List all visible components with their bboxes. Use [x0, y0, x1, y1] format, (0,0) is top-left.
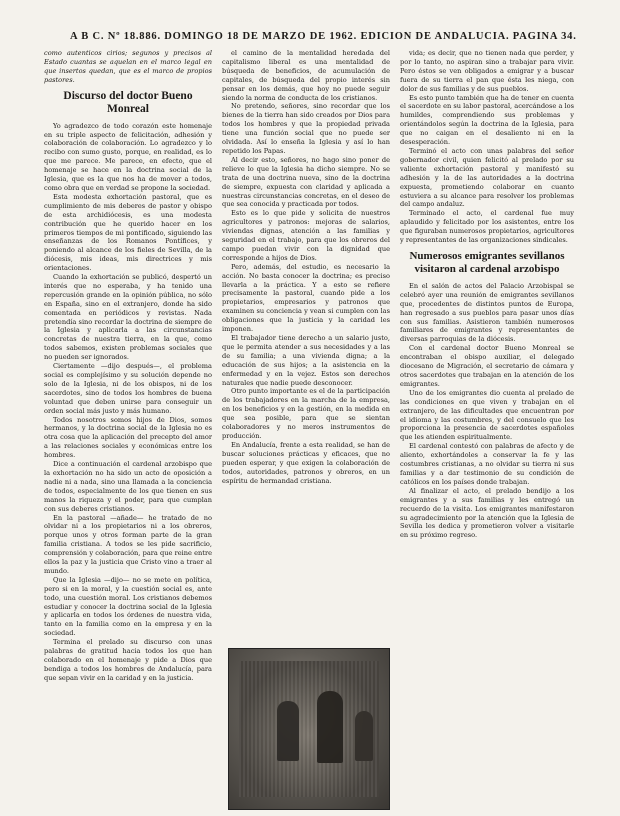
article-paragraph: En la pastoral —añade— he tratado de no olvidar ni a los propietarios ni a los obreros, porque unos y otros forman parte de la gran familia cristiana. A todos se les pide sacrificio, comprensión y colaboración, para que reine entre ellos la paz y la justicia que Cristo vino a traer al mundo.: [44, 513, 212, 575]
article-paragraph: Termina el prelado su discurso con unas palabras de gratitud hacia todos los que han colaborado en el homenaje y pide a Dios que bendiga a todos los hombres de Andalucía, para que sepan vivir en la caridad y en la justicia.: [44, 638, 212, 682]
article-paragraph: En el salón de actos del Palacio Arzobispal se celebró ayer una reunión de emigrantes sevillanos que, procedentes de distintos puntos de Europa, han regresado a sus pueblos para pasar unos días con sus familias. Asistieron también numerosos familiares de emigrantes y representantes de diversas parroquias de la diócesis.: [400, 281, 574, 344]
page-header: A B C. Nº 18.886. DOMINGO 18 DE MARZO DE 1962. EDICION DE ANDALUCIA. PAGINA 34.: [70, 31, 577, 42]
article-paragraph: Terminado el acto, el cardenal fue muy aplaudido y felicitado por los asistentes, entre los que figuraban numerosos propietarios, agricultores y representantes de las organizaciones sindicales.: [400, 209, 574, 245]
photo-figure: [355, 711, 373, 761]
article-paragraph: Al finalizar el acto, el prelado bendijo a los emigrantes y a sus familias y les entregó un recuerdo de la visita. Los emigrantes manifestaron su agradecimiento por la atención que la Iglesia de Sevilla les dedica y prometieron volver a visitarle en su próximo regreso.: [400, 486, 574, 540]
article-paragraph: Al decir esto, señores, no hago sino poner de relieve lo que la Iglesia ha dicho siempre. No se trata de una doctrina nueva, sino de la doctrina de siempre, expuesta con claridad y aplicada a nuestras circunstancias concretas, en el deseo de que sea conocida y practicada por todos.: [222, 155, 390, 209]
article-paragraph: Uno de los emigrantes dio cuenta al prelado de las condiciones en que viven y trabajan en el extranjero, de las dificultades que encuentran por el idioma y las costumbres, y del consuelo que les proporciona la presencia de sacerdotes españoles que les atienden espiritualmente.: [400, 388, 574, 442]
article-paragraph: Yo agradezco de todo corazón este homenaje en su triple aspecto de felicitación, adhesión y colaboración de colaboración. Lo agradezco y lo recibo con sumo gusto, porque, en realidad, es lo que me parece. Me parece, en efecto, que el homenaje se hace en la doctrina social de la Iglesia, que es la que nos ha de mover a todos, como obra que en verdad se propone la sociedad.: [44, 121, 212, 192]
headline-emigrantes: Numerosos emigrantes sevillanos visitaron al cardenal arzobispo: [409, 249, 565, 275]
column-1: [44, 49, 212, 809]
headline-discurso: Discurso del doctor Bueno Monreal: [63, 89, 193, 115]
article-paragraph: Todos nosotros somos hijos de Dios, somos hermanos, y la doctrina social de la Iglesia no es otra cosa que la aplicación del precepto del amor a las relaciones sociales y económicas entre los hombres.: [44, 415, 212, 460]
column-2: [222, 49, 390, 641]
news-photo: [228, 648, 390, 810]
photo-figure: [317, 691, 343, 763]
article-paragraph: Otro punto importante es el de la participación de los trabajadores en la marcha de la empresa, en los beneficios y en la gestión, en la medida en que sea posible, para que se sientan colaboradores y no meros instrumentos de producción.: [222, 387, 390, 440]
article-paragraph: Esta modesta exhortación pastoral, que es cumplimiento de mis deberes de pastor y obispo de esta archidiócesis, es una modesta contribución que he querido hacer en los primeros tiempos de mi pontificado, siguiendo las enseñanzas de los Romanos Pontífices, y poniendo al alcance de los fieles de Sevilla, de la diócesis, mis ideas, mis directrices y mis orientaciones.: [44, 192, 212, 273]
article-paragraph: Ciertamente —dijo después—, el problema social es complejísimo y su solución depende no solo de la Iglesia, ni de los obispos, ni de los sacerdotes, sino de todos los hombres de buena voluntad que deben unirse para conseguir un orden social más justo y más humano.: [44, 362, 212, 415]
article-paragraph: El cardenal contestó con palabras de afecto y de aliento, exhortándoles a conservar la fe y las costumbres cristianas, a no olvidar su tierra ni sus familias y a dar testimonio de su condición de católicos en los países donde trabajan.: [400, 442, 574, 486]
article-paragraph: El trabajador tiene derecho a un salario justo, que le permita atender a sus necesidades y a las de su familia; a una vivienda digna; a la educación de sus hijos; a la asistencia en la enfermedad y en la vejez. Estos son derechos naturales que nadie puede desconocer.: [222, 334, 390, 387]
photo-scene: [239, 661, 379, 797]
article-paragraph: Que la Iglesia —dijo— no se mete en política, pero si en la moral, y la cuestión social es, ante todo, una cuestión moral. Los cristianos debemos estudiar y conocer la doctrina social de la Iglesia y aplicarla en todos los órdenes de nuestra vida, tanto en la familia como en la empresa y en la sociedad.: [44, 575, 212, 638]
article-paragraph: vida; es decir, que no tienen nada que perder, y por lo tanto, no aspiran sino a trabajar para vivir. Pero éstos se ven obligados a emigrar y a buscar fuera de su tierra el pan que ésta les niega, con dolor de sus familias y de sus pueblos.: [400, 49, 574, 93]
article-paragraph: el camino de la mentalidad heredada del capitalismo liberal es una mentalidad de búsqueda de beneficios, de acumulación de capitales, de búsqueda del propio interés sin pensar en los demás, que hoy no puede seguir siendo la norma de conducta de los cristianos.: [222, 49, 390, 102]
article-paragraph: Esto es lo que pide y solicita de nuestros agricultores y patronos: mejoras de salarios, viviendas dignas, atención a las familias y seguridad en el trabajo, para que los obreros del campo puedan vivir con la dignidad que corresponde a hijos de Dios.: [222, 209, 390, 262]
article-paragraph: No pretendo, señores, sino recordar que los bienes de la tierra han sido creados por Dios para todos los hombres y que la propiedad privada tiene una función social que no puede ser olvidada. Así lo enseña la Iglesia y así lo han repetido los Papas.: [222, 102, 390, 155]
article-paragraph: Es esto punto también que ha de tener en cuenta el sacerdote en su labor pastoral, acercándose a los humildes, comprendiendo sus problemas y orientándolos según la doctrina de la Iglesia, para que no caigan en el desaliento ni en la desesperación.: [400, 93, 574, 147]
lead-paragraph: como autenticos cirios; segunos y precisos al Estado cuantas se aquelan en el marco legal en que insertos quedan, que es el marco de propios pastores.: [44, 49, 212, 84]
article-paragraph: En Andalucía, frente a esta realidad, se han de buscar soluciones prácticas y eficaces, que no pueden esperar, y que exigen la colaboración de todos, autoridades, patronos y obreros, en un espíritu de hermandad cristiana.: [222, 440, 390, 485]
article-paragraph: Terminó el acto con unas palabras del señor gobernador civil, quien felicitó al prelado por su valiente exhortación pastoral y manifestó su adhesión y la de las autoridades a la doctrina expuesta, prometiendo colaborar en cuanto estuviera a su alcance para resolver los problemas del campo andaluz.: [400, 146, 574, 209]
column-3: [400, 49, 574, 809]
article-paragraph: Cuando la exhortación se publicó, despertó un interés que no esperaba, y ha tenido una repercusión grande en la opinión pública, no sólo en España, sino en el extranjero, donde ha sido comentada en periódicos y revistas. Nada pretendía sino recordar la doctrina de siempre de la Iglesia y aplicarla a las circunstancias concretas de nuestra tierra, en la que, como todos sabemos, existen problemas sociales que no pueden ser ignorados.: [44, 273, 212, 362]
article-paragraph: Dice a continuación el cardenal arzobispo que la exhortación no ha sido un acto de oposición a nadie ni a nada, sino una llamada a la conciencia de todos, especialmente de los que tienen en sus manos la riqueza y el poder, para que cumplan con sus deberes cristianos.: [44, 460, 212, 513]
article-paragraph: Con el cardenal doctor Bueno Monreal se encontraban el obispo auxiliar, el delegado diocesano de Migración, el secretario de cámara y otros sacerdotes que trabajan en la atención de los emigrantes.: [400, 344, 574, 388]
article-paragraph: Pero, además, del estudio, es necesario la acción. No basta conocer la doctrina; es preciso llevarla a la práctica. Y a esto se refiere precisamente la pastoral, cuando pide a los propietarios, empresarios y patronos que examinen su conciencia y vean si cumplen con las obligaciones que la justicia y la caridad les imponen.: [222, 262, 390, 334]
photo-figure: [277, 701, 299, 761]
